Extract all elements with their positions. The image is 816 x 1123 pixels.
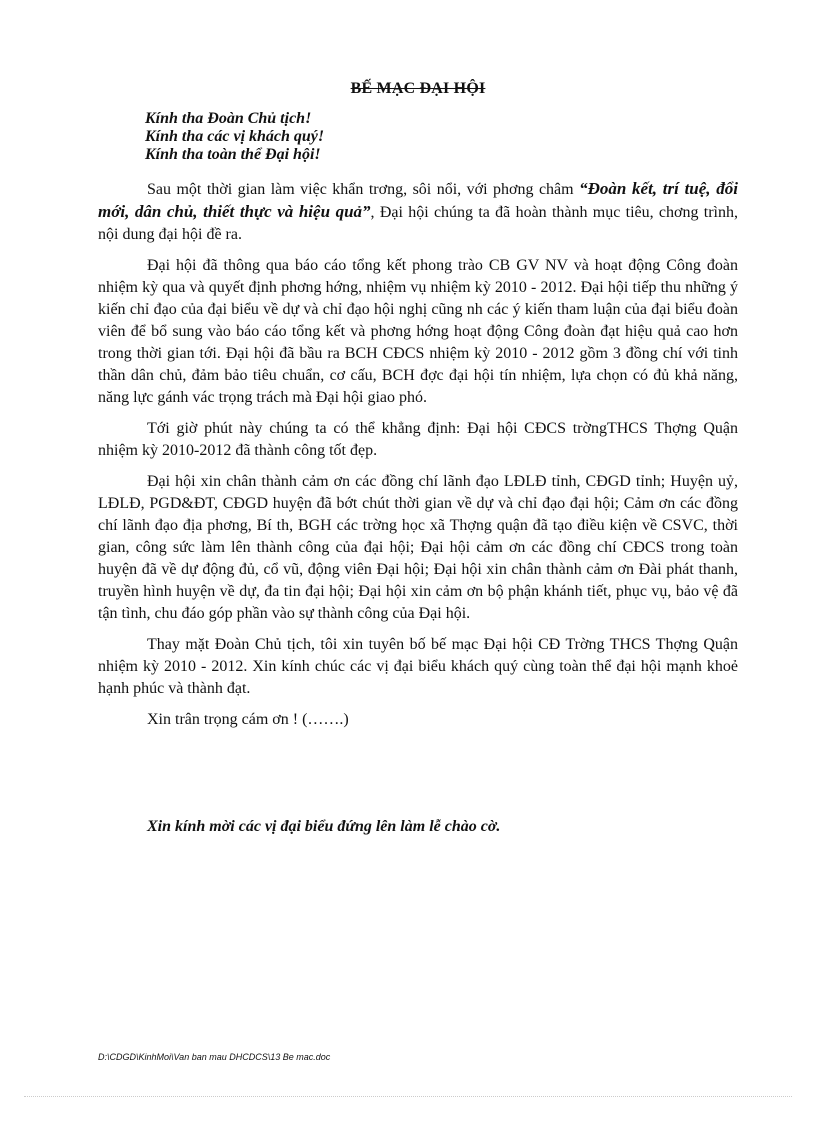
document-body [98,178,738,740]
greeting-guests: Kính tha các vị khách quý! [145,128,325,145]
paragraph-gratitude: Xin trân trọng cám ơn ! (…….) [147,711,349,728]
paragraph-intro [98,178,738,246]
paragraph-success: Tới giờ phút này chúng ta có thể khẳng định: Đại hội CĐCS trờngTHCS Thợng Quận nhiệm kỳ 2010-2012 đã thành công tốt đẹp. [98,420,738,459]
greeting-presidium: Kính tha Đoàn Chủ tịch! [145,110,312,127]
paragraph-intro-end: , Đại hội chúng ta đã hoàn thành mục tiêu, chơng trình, nội dung đại hội đề ra. [98,204,739,243]
greetings-block [145,110,324,164]
congress-slogan: “Đoàn kết, trí tuệ, đổi mới, dân chủ, thiết thực và hiệu quả” [98,179,738,221]
flag-salute-invitation: Xin kính mời các vị đại biểu đứng lên làm lễ chào cờ. [147,818,501,835]
paragraph-intro-start: Sau một thời gian làm việc khẩn trơng, sôi nổi, với phơng châm [147,181,580,198]
file-path-footer: D:\CDGD\KinhMoi\Van ban mau DHCDCS\13 Be mac.doc [98,1052,331,1062]
greeting-congress: Kính tha toàn thể Đại hội! [145,146,321,163]
page-bottom-divider [24,1096,792,1097]
paragraph-declaration: Thay mặt Đoàn Chủ tịch, tôi xin tuyên bố bế mạc Đại hội CĐ Trờng THCS Thợng Quận nhiệm kỳ 2010 - 2012. Xin kính chúc các vị đại biểu khách quý cùng toàn thể đại hội mạnh khoẻ hạnh phúc và thành đạt. [98,636,738,697]
paragraph-thanks: Đại hội xin chân thành cảm ơn các đồng chí lãnh đạo LĐLĐ tỉnh, CĐGD tỉnh; Huyện uỷ, LĐLĐ, PGD&ĐT, CĐGD huyện đã bớt chút thời gian về dự và chỉ đạo đại hội; Cảm ơn các đồng chí lãnh đạo địa phơng, Bí th, BGH các trờng học xã Thợng quận đã tạo điều kiện về CSVC, thời gian, công sức làm lên thành công của đại hội; Đại hội cảm ơn các đồng chí CĐCS trong toàn huyện đã về dự động đủ, cổ vũ, động viên Đại hội; Đại hội xin chân thành cảm ơn Đài phát thanh, truyền hình huyện về dự, đa tin đại hội; Đại hội xin cảm ơn bộ phận khánh tiết, phục vụ, bảo vệ đã tận tình, chu đáo góp phần vào sự thành công của Đại hội. [98,473,738,622]
paragraph-report: Đại hội đã thông qua báo cáo tổng kết phong trào CB GV NV và hoạt động Công đoàn nhiệm kỳ qua và quyết định phơng hớng, nhiệm vụ nhiệm kỳ 2010 - 2012. Đại hội tiếp thu những ý kiến chỉ đạo của đại biểu về dự và chỉ đạo hội nghị cũng nh các ý kiến tham luận của đại biểu đoàn viên để bổ sung vào báo cáo tổng kết và phơng hớng hoạt động Công đoàn đạt hiệu quả cao hơn trong thời gian tới. Đại hội đã bầu ra BCH CĐCS nhiệm kỳ 2010 - 2012 gồm 3 đồng chí với tinh thần dân chủ, đảm bảo tiêu chuẩn, cơ cấu, BCH đợc đại hội tín nhiệm, lựa chọn có đủ khả năng, năng lực gánh vác trọng trách mà Đại hội giao phó. [98,257,738,406]
document-title: BẾ MẠC ĐẠI HỘI [350,80,486,97]
